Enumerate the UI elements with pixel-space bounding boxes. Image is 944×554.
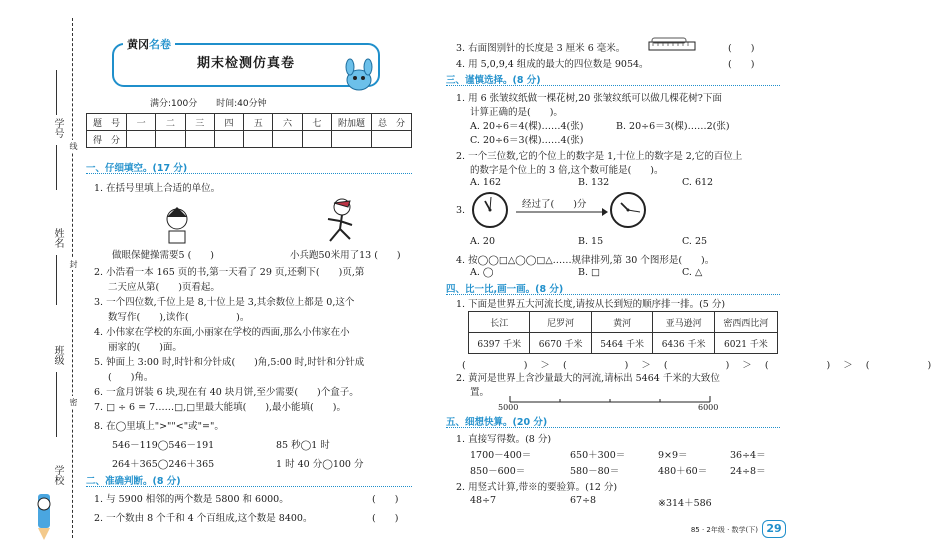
score-header-cell: 附加题: [332, 114, 372, 131]
score-header-cell: 题 号: [87, 114, 127, 131]
clock-start-icon: [472, 192, 508, 228]
score-header-cell: 六: [273, 114, 302, 131]
score-cell[interactable]: [273, 131, 302, 148]
s3-q4-option-b[interactable]: B. □: [578, 267, 600, 278]
calc-item[interactable]: 580－80＝: [570, 466, 620, 477]
river-name: 密西西比河: [714, 312, 777, 333]
s2-q4-blank[interactable]: ( ): [728, 59, 755, 70]
s3-q1-option-a[interactable]: A. 20÷6＝4(棵)……4(张): [470, 121, 584, 132]
gt-sign: ＞: [742, 360, 765, 371]
score-cell[interactable]: [332, 131, 372, 148]
student-id-line: [56, 70, 57, 115]
s2-q2: 2. 一个数由 8 个千和 4 个百组成,这个数是 8400。: [94, 513, 313, 524]
s2-q1: 1. 与 5900 相邻的两个数是 5800 和 6000。: [94, 494, 289, 505]
arrow-icon: [516, 208, 608, 216]
s3-q2-option-a[interactable]: A. 162: [470, 177, 502, 188]
s1-q5a: 5. 钟面上 3:00 时,时针和分针成( )角,5:00 时,时针和分针成: [94, 357, 365, 368]
binding-strip: [0, 0, 76, 554]
score-table: [86, 113, 412, 148]
s3-q3-option-a[interactable]: A. 20: [470, 236, 495, 247]
s1-q8-a1: 546－119◯546－191: [112, 440, 215, 451]
s1-q2b: 二天应从第( )页看起。: [108, 282, 220, 293]
rivers-table: [468, 311, 778, 354]
s3-q3-text: 经过了( )分: [522, 199, 587, 210]
kid-running-icon: [318, 197, 362, 247]
section-4-title: 四、比一比,画一画。(8 分): [446, 284, 564, 295]
s1-q3a: 3. 一个四位数,千位上是 8,十位上是 3,其余数位上都是 0,这个: [94, 297, 355, 308]
s3-q1-option-c[interactable]: C. 20÷6＝3(棵)……4(张): [470, 135, 584, 146]
page-title: 期末检测仿真卷: [196, 56, 295, 71]
score-cell[interactable]: [156, 131, 185, 148]
clock-end-icon: [610, 192, 646, 228]
section-2-title: 二、准确判断。(8 分): [86, 476, 181, 487]
river-name: 长江: [469, 312, 530, 333]
s3-q4-option-a[interactable]: A. ◯: [470, 267, 494, 278]
axis-start: 5000: [498, 403, 519, 412]
score-cell[interactable]: [302, 131, 331, 148]
section-5-title: 五、细想快算。(20 分): [446, 417, 548, 428]
exam-meta: [150, 96, 400, 109]
calc-item[interactable]: 24÷8＝: [730, 466, 766, 477]
class-label: 班级: [52, 345, 63, 365]
river-length: 6397 千米: [469, 333, 530, 354]
section-divider: [446, 427, 780, 428]
s2-q3: 3. 右面图别针的长度是 3 厘米 6 毫米。: [456, 43, 626, 54]
s2-q4: 4. 用 5,0,9,4 组成的最大的四位数是 9054。: [456, 59, 649, 70]
score-cell[interactable]: [372, 131, 412, 148]
score-header-cell: 二: [156, 114, 185, 131]
calc-item[interactable]: 36÷4＝: [730, 450, 766, 461]
cartoon-mascot-icon: [340, 60, 378, 94]
s1-q8-a2: 85 秒◯1 时: [276, 440, 330, 451]
score-header-cell: 总 分: [372, 114, 412, 131]
vertical-calc-item[interactable]: ※314＋586: [658, 498, 712, 509]
river-name: 尼罗河: [530, 312, 591, 333]
s3-q4: 4. 按◯◯□△◯◯□△……规律排列,第 30 个图形是( )。: [456, 255, 715, 266]
s4-q2b: 置。: [470, 387, 490, 398]
score-header-cell: 七: [302, 114, 331, 131]
score-cell[interactable]: [185, 131, 214, 148]
number-line[interactable]: [490, 394, 730, 410]
section-divider: [86, 486, 412, 487]
page-number: 29: [762, 520, 786, 538]
s1-q4a: 4. 小伟家在学校的东面,小丽家在学校的西面,那么小伟家在小: [94, 327, 350, 338]
s3-q1b: 计算正确的是( )。: [470, 107, 563, 118]
s3-q2b: 的数字是个位上的 3 倍,这个数可能是( )。: [470, 165, 664, 176]
s1-q2a: 2. 小浩看一本 165 页的书,第一天看了 29 页,还剩下( )页,第: [94, 267, 365, 278]
mascot-pencil-icon: [24, 490, 64, 542]
binding-cut-line: [72, 18, 73, 538]
s5-q2: 2. 用竖式计算,带※的要验算。(12 分): [456, 482, 618, 493]
cut-mark-1: 线: [69, 142, 78, 150]
brand-part-1: 黄冈: [127, 38, 149, 51]
calc-item[interactable]: 9×9＝: [658, 450, 688, 461]
s4-q1: 1. 下面是世界五大河流长度,请按从长到短的顺序排一排。(5 分): [456, 299, 726, 310]
ordering-blanks[interactable]: ( )＞( )＞( )＞( )＞( ): [462, 360, 944, 371]
s1-q1a: 做眼保健操需要5 ( ): [112, 250, 214, 261]
s3-q1-option-b[interactable]: B. 20÷6＝3(棵)……2(张): [616, 121, 730, 132]
section-divider: [446, 294, 780, 295]
score-table-score-row: [87, 131, 412, 148]
s3-q3-option-b[interactable]: B. 15: [578, 236, 604, 247]
vertical-calc-item[interactable]: 67÷8: [570, 495, 597, 506]
river-length: 6021 千米: [714, 333, 777, 354]
s3-q2-option-b[interactable]: B. 132: [578, 177, 610, 188]
calc-item[interactable]: 480＋60＝: [658, 466, 708, 477]
river-length: 6436 千米: [653, 333, 714, 354]
gt-sign: ＞: [540, 360, 563, 371]
brand-logo: [123, 36, 175, 52]
s1-q1b: 小兵跑50米用了13 ( ): [290, 250, 401, 261]
s1-q5b: ( )角。: [108, 372, 154, 383]
score-header-cell: 五: [244, 114, 273, 131]
exam-time: 时间:40分钟: [216, 99, 267, 109]
s1-q8-b2: 1 时 40 分◯100 分: [276, 459, 364, 470]
s1-q4b: 丽家的( )面。: [108, 342, 182, 353]
score-header-cell: 一: [127, 114, 156, 131]
student-id-line-2: [56, 145, 57, 190]
name-label: 姓名: [52, 228, 63, 248]
river-name: 黄河: [591, 312, 652, 333]
cut-mark-3: 密: [69, 398, 78, 406]
score-header-cell: 四: [214, 114, 243, 131]
score-header-cell: 三: [185, 114, 214, 131]
brand-part-2: 名卷: [149, 38, 171, 51]
s1-q7: 7. □ ÷ 6 = 7……□,□里最大能填( ),最小能填( )。: [94, 402, 346, 413]
s1-q3b: 数写作( ),读作( )。: [108, 312, 250, 323]
s3-q1a: 1. 用 6 张皱纹纸做一棵花树,20 张皱纹纸可以做几棵花树?下面: [456, 93, 722, 104]
vertical-calc-item[interactable]: 48÷7: [470, 495, 497, 506]
calc-item[interactable]: 1700－400＝: [470, 450, 532, 461]
score-table-header-row: [87, 114, 412, 131]
student-id-label: 学号: [52, 118, 63, 138]
cut-mark-2: 封: [69, 260, 78, 268]
footer-text: 85 · 2年级 · 数学(下): [690, 526, 758, 534]
s3-q3-number: 3.: [456, 205, 466, 216]
river-length: 5464 千米: [591, 333, 652, 354]
section-divider: [86, 173, 412, 174]
s1-q1: 1. 在括号里填上合适的单位。: [94, 183, 221, 194]
s3-q2-option-c[interactable]: C. 612: [682, 177, 714, 188]
section-divider: [446, 85, 780, 86]
s3-q4-option-c[interactable]: C. △: [682, 267, 703, 278]
class-line: [56, 372, 57, 437]
s1-q8: 8. 在◯里填上">""<"或"="。: [94, 421, 224, 432]
full-score: 满分:100分: [150, 99, 198, 109]
axis-end: 6000: [698, 403, 719, 412]
score-row-label: 得 分: [87, 131, 127, 148]
score-cell[interactable]: [214, 131, 243, 148]
s2-q3-blank[interactable]: ( ): [728, 43, 755, 54]
river-length: 6670 千米: [530, 333, 591, 354]
kid-eye-exercise-icon: [160, 205, 194, 245]
s1-q6: 6. 一盒月饼装 6 块,现在有 40 块月饼,至少需要( )个盒子。: [94, 387, 359, 398]
s4-q2a: 2. 黄河是世界上含沙量最大的河流,请标出 5464 千米的大致位: [456, 373, 720, 384]
s5-q1: 1. 直接写得数。(8 分): [456, 434, 552, 445]
rivers-length-row: [469, 333, 778, 354]
s2-q2-blank[interactable]: ( ): [372, 513, 399, 524]
section-3-title: 三、谨慎选择。(8 分): [446, 75, 541, 86]
section-1-title: 一、仔细填空。(17 分): [86, 163, 188, 174]
score-cell[interactable]: [127, 131, 156, 148]
gt-sign: ＞: [843, 360, 866, 371]
s2-q1-blank[interactable]: ( ): [372, 494, 399, 505]
rivers-name-row: [469, 312, 778, 333]
s3-q2a: 2. 一个三位数,它的个位上的数字是 1,十位上的数字是 2,它的百位上: [456, 151, 743, 162]
score-cell[interactable]: [244, 131, 273, 148]
ruler-with-paperclip-icon: [648, 37, 696, 51]
s1-q8-b1: 264＋365◯246＋365: [112, 459, 215, 470]
gt-sign: ＞: [641, 360, 664, 371]
name-line: [56, 255, 57, 305]
calc-item[interactable]: 650＋300＝: [570, 450, 626, 461]
s3-q3-option-c[interactable]: C. 25: [682, 236, 708, 247]
calc-item[interactable]: 850－600＝: [470, 466, 526, 477]
school-label: 学校: [52, 465, 63, 485]
river-name: 亚马逊河: [653, 312, 714, 333]
